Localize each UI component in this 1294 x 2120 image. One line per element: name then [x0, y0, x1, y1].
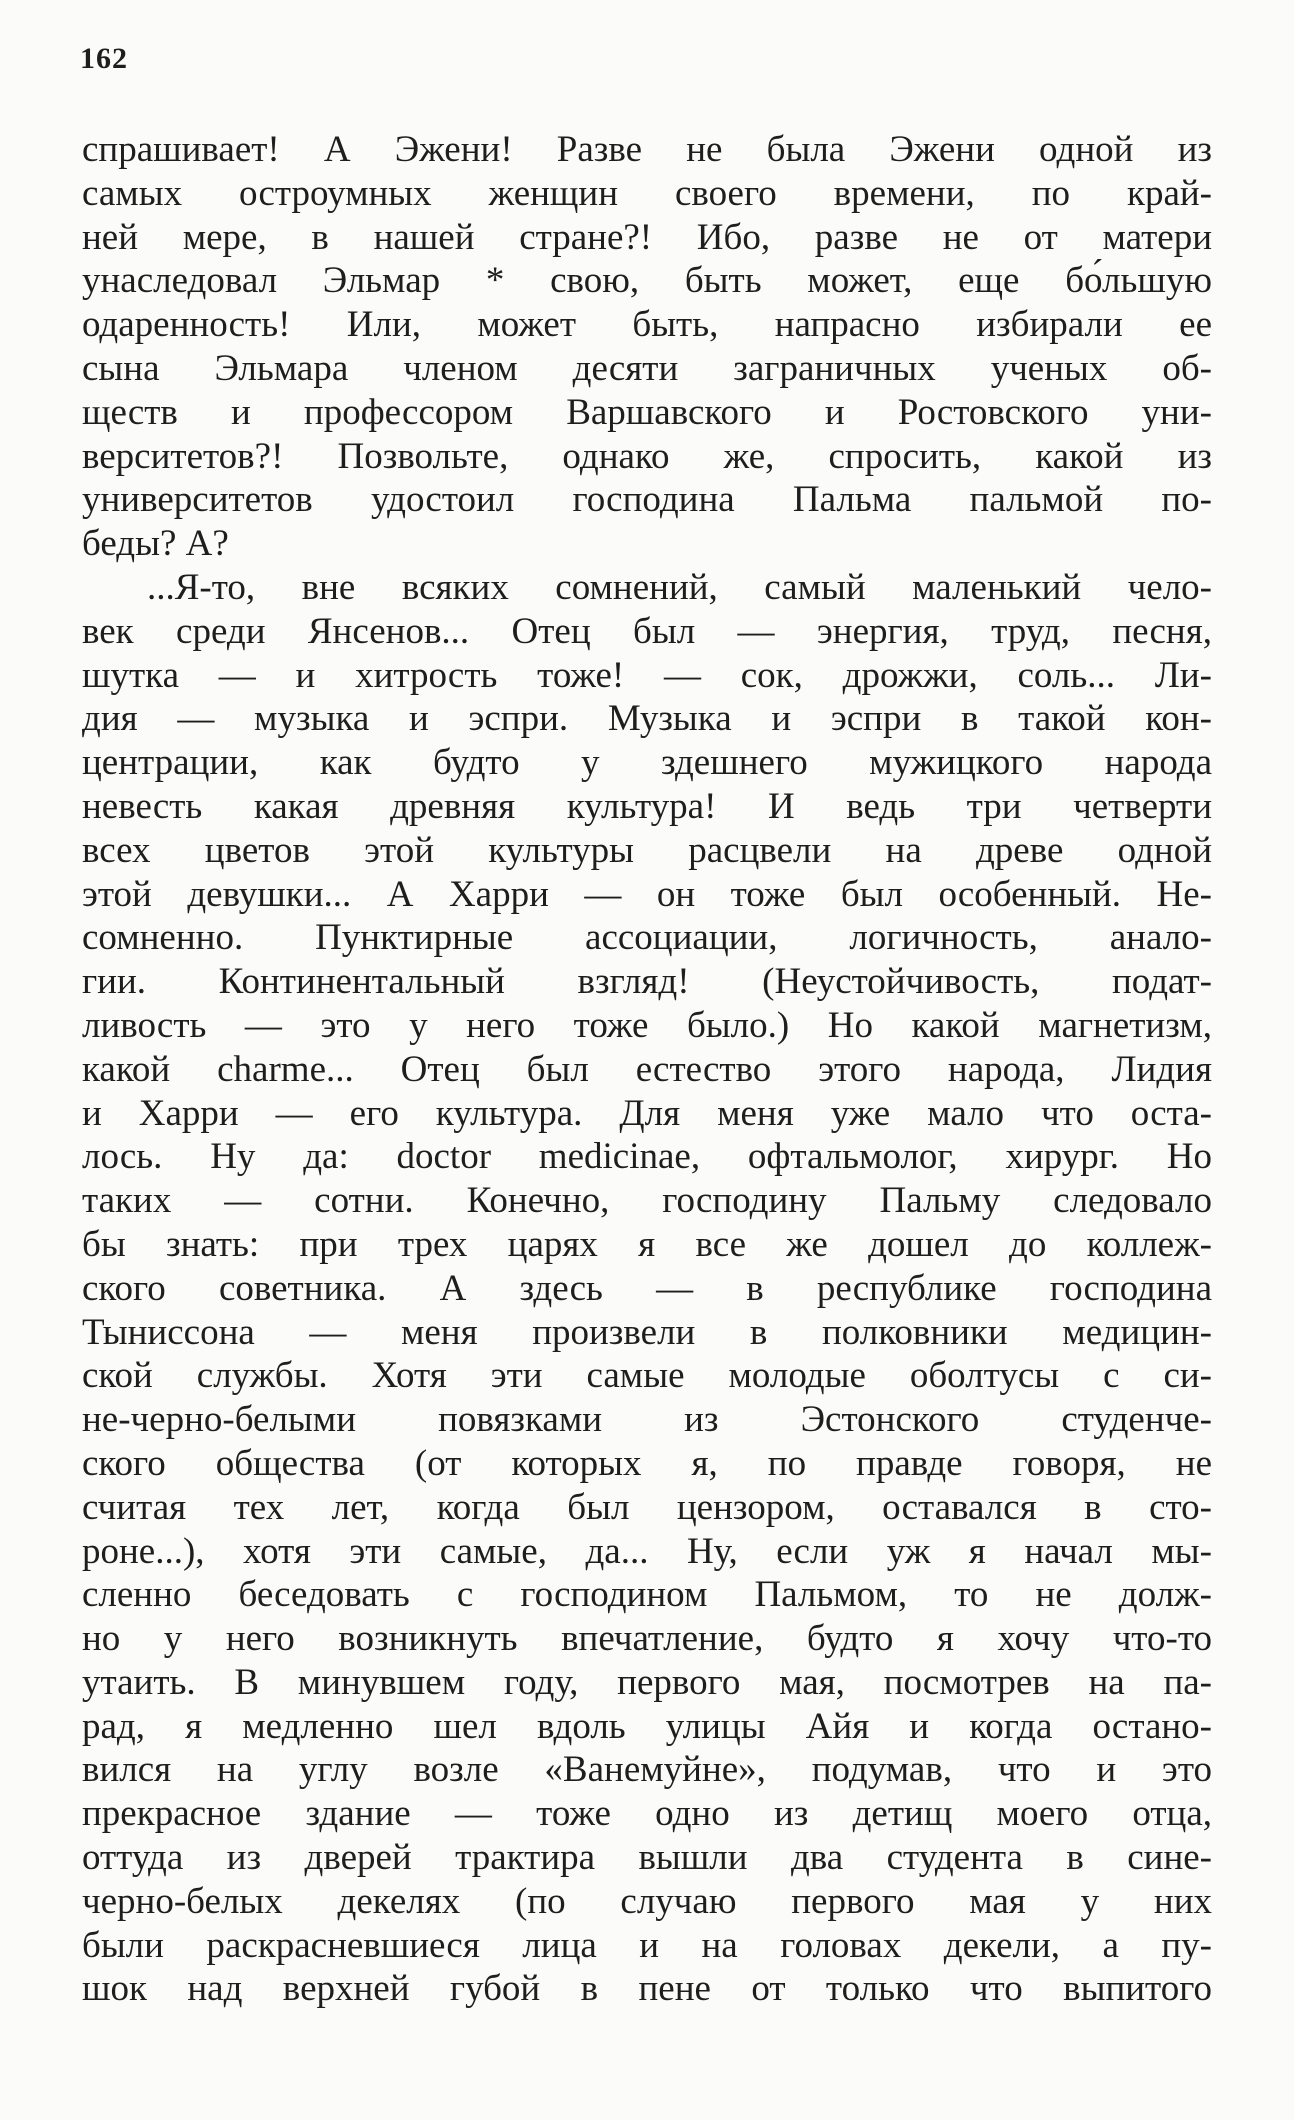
text-line: одаренность! Или, может быть, напрасно избирали ее [82, 304, 1212, 346]
text-line: сына Эльмара членом десяти заграничных ученых об- [82, 347, 1212, 389]
text-line: университетов удостоил господина Пальма пальмой по- [82, 479, 1212, 521]
text-line: черно-белых декелях (по случаю первого мая у них [82, 1880, 1212, 1922]
text-line: были раскрасневшиеся лица и на головах декели, а пу- [82, 1924, 1212, 1966]
text-line: вился на углу возле «Ванемуйне», подумав, что и это [82, 1749, 1212, 1791]
text-line: век среди Янсенов... Отец был — энергия, труд, песня, [82, 610, 1212, 652]
text-line: спрашивает! А Эжени! Разве не была Эжени одной из [82, 129, 1212, 170]
text-line: ней мере, в нашей стране?! Ибо, разве не от матери [82, 216, 1212, 258]
text-line: всех цветов этой культуры расцвели на древе одной [82, 829, 1212, 871]
text-line: не-черно-белыми повязками из Эстонского студенче- [82, 1399, 1212, 1441]
body-text [82, 128, 1212, 2011]
text-line: шутка — и хитрость тоже! — сок, дрожжи, соль... Ли- [82, 654, 1212, 696]
text-line: ливость — это у него тоже было.) Но какой магнетизм, [82, 1004, 1212, 1046]
text-line: таких — сотни. Конечно, господину Пальму следовало [82, 1180, 1212, 1222]
text-line: беды? А? [82, 523, 229, 565]
text-line: прекрасное здание — тоже одно из детищ моего отца, [82, 1793, 1212, 1835]
page-number: 162 [80, 42, 128, 75]
text-line: шок над верхней губой в пене от только что выпитого [82, 1968, 1212, 2010]
text-line: рад, я медленно шел вдоль улицы Айя и когда остано- [82, 1705, 1212, 1747]
text-line: самых остроумных женщин своего времени, по край- [82, 172, 1212, 214]
text-line: считая тех лет, когда был цензором, оставался в сто- [82, 1486, 1212, 1528]
text-line: сленно беседовать с господином Пальмом, то не долж- [82, 1574, 1212, 1616]
text-line: оттуда из дверей трактира вышли два студента в сине- [82, 1837, 1212, 1879]
text-line: но у него возникнуть впечатление, будто я хочу что-то [82, 1618, 1212, 1660]
text-line: утаить. В минувшем году, первого мая, посмотрев на па- [82, 1661, 1212, 1703]
text-line: ского общества (от которых я, по правде говоря, не [82, 1442, 1212, 1484]
text-line: ского советника. А здесь — в республике господина [82, 1267, 1212, 1309]
text-line: ской службы. Хотя эти самые молодые оболтусы с си- [82, 1355, 1212, 1397]
text-line: невесть какая древняя культура! И ведь три четверти [82, 785, 1212, 827]
text-line: какой charme... Отец был естество этого народа, Лидия [82, 1048, 1212, 1090]
text-line: унаследовал Эльмар * свою, быть может, еще бо́льшую [82, 260, 1212, 302]
text-line: гии. Континентальный взгляд! (Неустойчивость, подат- [82, 961, 1212, 1003]
text-line: центрации, как будто у здешнего мужицкого народа [82, 742, 1212, 784]
text-line: ществ и профессором Варшавского и Ростовского уни- [82, 391, 1212, 433]
text-line: и Харри — его культура. Для меня уже мало что оста- [82, 1092, 1212, 1134]
text-line: Тыниссона — меня произвели в полковники медицин- [82, 1311, 1212, 1353]
text-line: роне...), хотя эти самые, да... Ну, если уж я начал мы- [82, 1530, 1212, 1572]
text-line: верситетов?! Позвольте, однако же, спросить, какой из [82, 435, 1212, 477]
paragraph-start-line: ...Я-то, вне всяких сомнений, самый маленький чело- [147, 566, 1212, 608]
text-line: лось. Ну да: doctor medicinae, офтальмолог, хирург. Но [82, 1136, 1212, 1178]
text-line: сомненно. Пунктирные ассоциации, логичность, анало- [82, 917, 1212, 959]
text-line: дия — музыка и эспри. Музыка и эспри в такой кон- [82, 698, 1212, 740]
text-line: этой девушки... А Харри — он тоже был особенный. Не- [82, 873, 1212, 915]
text-line: бы знать: при трех царях я все же дошел до коллеж- [82, 1223, 1212, 1265]
